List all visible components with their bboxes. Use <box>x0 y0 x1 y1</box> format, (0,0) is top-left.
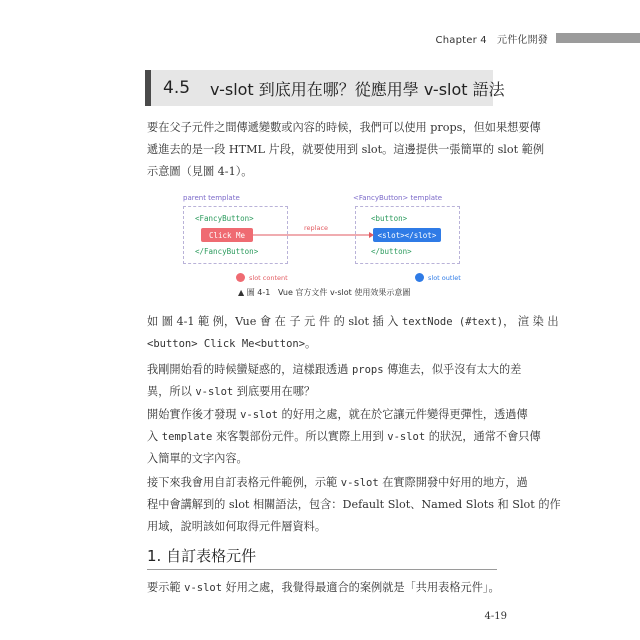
replace-arrow <box>175 190 475 300</box>
inline-code: v-slot <box>387 431 426 443</box>
paragraph-6 <box>147 577 500 599</box>
subsection-rule <box>147 569 497 570</box>
para6-line-1 <box>147 577 500 599</box>
chapter-title: 元件化開發 <box>497 34 548 46</box>
chapter-header <box>436 31 640 45</box>
text-run: 來客製部份元件。所以實際上用到 <box>212 430 388 443</box>
inline-code: <button> Click Me<button> <box>147 338 306 350</box>
parent-open-tag: <FancyButton> <box>195 214 254 223</box>
text-run: 好用之處，我覺得最適合的案例就是「共用表格元件」。 <box>222 581 500 594</box>
para5-line-1 <box>147 472 528 494</box>
text-run: 要示範 <box>147 581 185 594</box>
inline-code: v-slot <box>340 477 379 489</box>
inline-code: v-slot <box>195 386 234 398</box>
slot-diagram <box>175 190 475 300</box>
slot-content-legend: slot content <box>249 274 288 282</box>
inline-code: template <box>161 431 213 443</box>
page-number: 4-19 <box>484 611 507 622</box>
text-run: 的好用之處，就在於它讓元件變得更彈性，透過傳 <box>278 408 528 421</box>
section-number: 4.5 <box>163 78 191 98</box>
slot-outlet-legend: slot outlet <box>428 274 461 282</box>
para3-line-2 <box>147 381 495 403</box>
text-run: 開始實作後才發現 <box>147 408 241 421</box>
para4-line-3: 入簡單的文字內容。 <box>147 452 248 465</box>
slot-content-pill: Click Me <box>201 228 253 242</box>
inline-code: v-slot <box>184 582 223 594</box>
para2-line-2 <box>147 333 495 355</box>
text-run: 的狀況，通常不會只傳 <box>425 430 541 443</box>
section-heading <box>145 70 505 106</box>
text-run: 入 <box>147 430 162 443</box>
text-run: 傳進去，似乎沒有太大的差 <box>383 363 522 376</box>
inline-code: textNode (#text) <box>401 316 504 328</box>
intro-paragraph <box>147 117 545 183</box>
inline-code: props <box>351 364 384 376</box>
chapter-number: Chapter 4 <box>435 34 487 46</box>
text-run: 在實際開發中好用的地方，過 <box>378 476 528 489</box>
figure-caption <box>238 287 468 298</box>
intro-line-3: 示意圖（見圖 4-1）。 <box>147 165 253 178</box>
slot-content-dot <box>236 273 245 282</box>
inline-code: v-slot <box>240 409 278 421</box>
para4-line-1 <box>147 404 528 426</box>
paragraph-2 <box>147 311 559 355</box>
section-title: v-slot 到底用在哪？從應用學 v-slot 語法 <box>210 79 505 99</box>
intro-line-2: 遞進去的是一段 HTML 片段，就要使用到 slot。這邊提供一張簡單的 slot 範例 <box>147 143 545 156</box>
text-run: ， 渲 染 出 <box>503 315 559 328</box>
child-close-tag: </button> <box>371 247 412 256</box>
para3-line-1 <box>147 359 522 381</box>
intro-line-1: 要在父子元件之間傳遞變數或內容的時候，我們可以使用 props，但如果想要傳 <box>147 121 541 134</box>
paragraph-4 <box>147 404 541 470</box>
child-open-tag: <button> <box>371 214 408 223</box>
parent-close-tag: </FancyButton> <box>195 247 259 256</box>
caption-text: Vue 官方文件 v-slot 使用效果示意圖 <box>277 288 411 297</box>
replace-label: replace <box>304 224 329 232</box>
para5-line-2: 程中會講解到的 slot 相關語法，包含：Default Slot、Named Slots 和 Slot 的作 <box>147 498 561 511</box>
subsection-title: 1. 自訂表格元件 <box>147 547 257 565</box>
text-run: 異，所以 <box>147 385 196 398</box>
text-run: 如 圖 4-1 範 例，Vue 會 在 子 元 件 的 slot 插 入 <box>147 315 402 328</box>
para5-line-3: 用域，說明該如何取得元件層資料。 <box>147 520 327 533</box>
text-run: 接下來我會用自訂表格元件範例，示範 <box>147 476 341 489</box>
para2-line-1 <box>147 311 559 333</box>
paragraph-3 <box>147 359 522 403</box>
slot-outlet-pill: <slot></slot> <box>373 228 441 242</box>
child-template-label: <FancyButton> template <box>353 194 443 202</box>
text-run: 我剛開始看的時候蠻疑惑的，這樣跟透過 <box>147 363 352 376</box>
chapter-bar <box>556 33 640 43</box>
caption-marker: ▲ 圖 4-1 <box>238 288 271 297</box>
para4-line-2 <box>147 426 541 448</box>
paragraph-5 <box>147 472 561 538</box>
text-run: 到底要用在哪？ <box>233 385 316 398</box>
chapter-label <box>436 31 548 46</box>
text-run: 。 <box>305 337 317 350</box>
slot-outlet-dot <box>415 273 424 282</box>
parent-template-label: parent template <box>183 194 240 202</box>
